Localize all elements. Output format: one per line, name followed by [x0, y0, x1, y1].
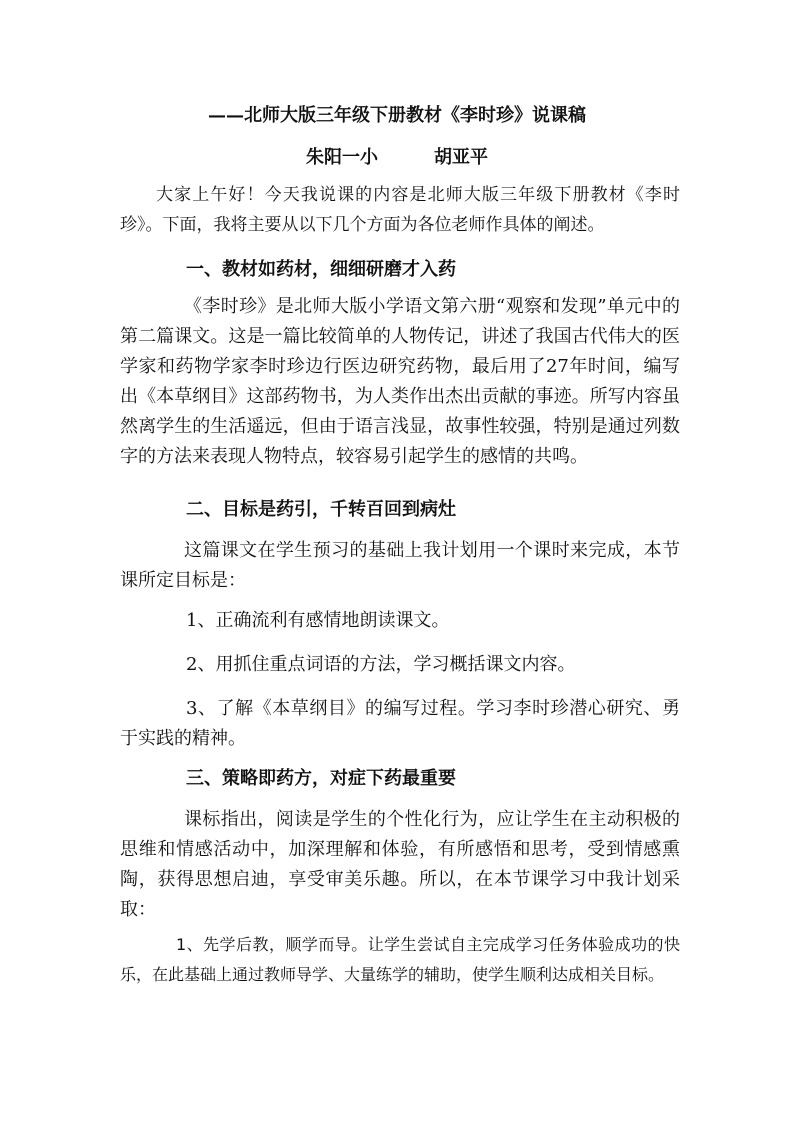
section-3-body: 课标指出，阅读是学生的个性化行为，应让学生在主动积极的思维和情感活动中，加深理解和体验，有所感悟和思考，受到情感熏陶，获得思想启迪，享受审美乐趣。所以，在本节课学习中我计划采取：	[120, 809, 680, 920]
author-school: 朱阳一小	[306, 147, 378, 168]
intro-paragraph: 大家上午好！今天我说课的内容是北师大版三年级下册教材《李时珍》。下面，我将主要从以下几个方面为各位老师作具体的阐述。	[120, 185, 680, 235]
strategy-item-1: 1、先学后教，顺学而导。让学生尝试自主完成学习任务体验成功的快乐，在此基础上通过教师导学、大量练学的辅助，使学生顺利达成相关目标。	[120, 935, 680, 984]
goal-item-3: 3、了解《本草纲目》的编写过程。学习李时珍潜心研究、勇于实践的精神。	[120, 698, 680, 749]
section-2-heading: 二、目标是药引，千转百回到病灶	[186, 499, 456, 520]
document-title: ——北师大版三年级下册教材《李时珍》说课稿	[208, 105, 586, 126]
section-1-body: 《李时珍》是北师大版小学语文第六册“观察和发现”单元中的第二篇课文。这是一篇比较简单的人物传记，讲述了我国古代伟大的医学家和药物学家李时珍边行医边研究药物，最后用了27年时间，编写出《本草纲目》这部药物书，为人类作出杰出贡献的事迹。所写内容虽然离学生的生活遥远，但由于语言浅显，故事性较强，特别是通过列数字的方法来表现人物特点，较容易引起学生的感情的共鸣。	[120, 296, 680, 467]
section-2-body: 这篇课文在学生预习的基础上我计划用一个课时来完成，本节课所定目标是：	[120, 540, 680, 591]
author-name: 胡亚平	[434, 147, 488, 168]
section-3-heading: 三、策略即药方，对症下药最重要	[186, 768, 456, 789]
goal-item-1: 1、正确流利有感情地朗读课文。	[186, 610, 450, 631]
section-1-heading: 一、教材如药材，细细研磨才入药	[186, 259, 456, 280]
author-line	[0, 146, 794, 170]
goal-item-2: 2、用抓住重点词语的方法，学习概括课文内容。	[186, 654, 576, 675]
